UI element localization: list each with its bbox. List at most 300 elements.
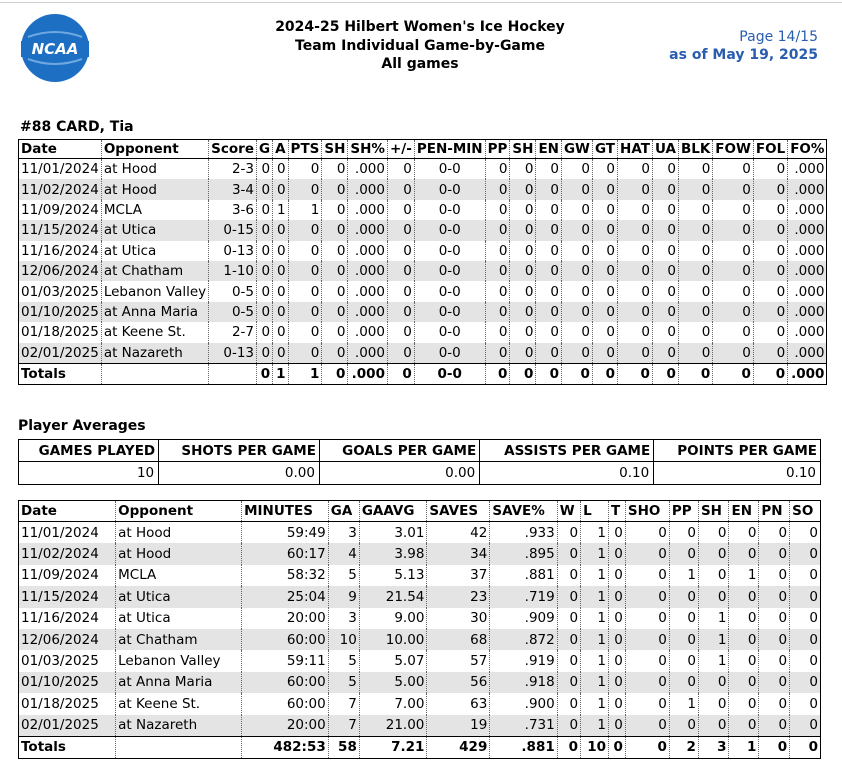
skater-cell: 0	[592, 281, 617, 301]
skater-cell: 0	[592, 179, 617, 199]
goalie-game-row	[19, 565, 821, 586]
skater-cell: 0	[713, 241, 754, 261]
skater-cell: 0	[510, 261, 536, 281]
skater-cell: 0	[678, 261, 712, 281]
goalie-cell: 0	[759, 629, 790, 650]
skater-cell: at Anna Maria	[101, 302, 208, 322]
skater-total-cell	[101, 363, 208, 384]
goalie-cell: 01/10/2025	[19, 672, 116, 693]
skater-cell: 0	[536, 281, 562, 301]
goalie-cell: 25:04	[242, 586, 329, 607]
goalie-col-header: MINUTES	[242, 501, 329, 522]
skater-cell: 0	[387, 302, 414, 322]
goalie-col-header: PN	[759, 501, 790, 522]
skater-cell: 0	[753, 302, 787, 322]
skater-cell: 0	[322, 220, 348, 240]
averages-col-header: POINTS PER GAME	[654, 440, 821, 462]
skater-cell: 0	[753, 241, 787, 261]
goalie-game-row	[19, 543, 821, 564]
skater-cell: 0	[592, 261, 617, 281]
averages-value: 0.10	[480, 462, 654, 485]
goalie-cell: 34	[427, 543, 490, 564]
skater-cell: 0-5	[209, 281, 257, 301]
goalie-cell: 7	[328, 693, 359, 714]
skater-total-cell: Totals	[19, 363, 102, 384]
goalie-col-header: GA	[328, 501, 359, 522]
skater-cell: 0	[387, 261, 414, 281]
skater-cell: 0	[485, 159, 510, 180]
skater-total-cell: .000	[788, 363, 827, 384]
skater-cell: 0	[561, 302, 592, 322]
goalie-cell: 0	[669, 650, 698, 671]
skater-cell: 0	[753, 261, 787, 281]
skater-cell: 3-6	[209, 200, 257, 220]
goalie-cell: 0	[729, 693, 759, 714]
goalie-total-cell: 429	[427, 736, 490, 758]
skater-cell: 0	[678, 220, 712, 240]
skater-cell: 0	[288, 220, 322, 240]
skater-col-header: A	[273, 140, 288, 159]
skater-cell: 0	[652, 302, 678, 322]
skater-col-header: UA	[652, 140, 678, 159]
goalie-cell: 0	[557, 629, 580, 650]
goalie-cell: .719	[490, 586, 557, 607]
skater-cell: 0	[536, 179, 562, 199]
goalie-table-body	[19, 522, 821, 759]
goalie-cell: 01/18/2025	[19, 693, 116, 714]
skater-total-cell	[209, 363, 257, 384]
goalie-cell: 56	[427, 672, 490, 693]
skater-cell: 0	[485, 281, 510, 301]
goalie-cell: 3.01	[359, 522, 427, 544]
skater-cell: .000	[348, 159, 388, 180]
goalie-cell: 0	[608, 522, 625, 544]
averages-value: 0.00	[159, 462, 320, 485]
skater-cell: 0	[322, 241, 348, 261]
goalie-cell: at Nazareth	[116, 715, 242, 737]
skater-cell: 0	[561, 281, 592, 301]
skater-cell: 0	[618, 302, 653, 322]
goalie-cell: .919	[490, 650, 557, 671]
goalie-cell: 3	[328, 522, 359, 544]
goalie-cell: 0	[809, 653, 818, 670]
goalie-cell: 12/06/2024	[19, 629, 116, 650]
goalie-cell: .895	[490, 543, 557, 564]
skater-total-cell: 0	[592, 363, 617, 384]
goalie-cell: 0	[608, 650, 625, 671]
goalie-col-header: L	[581, 501, 609, 522]
skater-total-cell: .000	[348, 363, 388, 384]
goalie-cell: 20:00	[242, 608, 329, 629]
goalie-cell: 60:00	[242, 672, 329, 693]
skater-cell: 0	[678, 241, 712, 261]
skater-cell: at Chatham	[101, 261, 208, 281]
goalie-cell: .900	[490, 693, 557, 714]
skater-cell: 0	[561, 322, 592, 342]
skater-cell: .000	[794, 161, 825, 178]
skater-cell: 0	[753, 200, 787, 220]
goalie-cell: .918	[490, 672, 557, 693]
goalie-col-header: W	[557, 501, 580, 522]
goalie-cell: 0	[669, 672, 698, 693]
skater-cell: 0	[485, 200, 510, 220]
skater-cell: 0	[387, 322, 414, 342]
as-of-date: as of May 19, 2025	[669, 47, 818, 63]
skater-cell: 01/10/2025	[19, 302, 102, 322]
goalie-cell: 0	[669, 629, 698, 650]
skater-cell: 0	[713, 281, 754, 301]
goalie-cell: 02/01/2025	[19, 715, 116, 737]
goalie-cell: 0	[759, 543, 790, 564]
goalie-cell: 0	[625, 565, 669, 586]
skater-cell: 0	[257, 261, 273, 281]
skater-total-cell: 0-0	[414, 363, 485, 384]
goalie-col-header: Date	[19, 501, 116, 522]
goalie-cell: 0	[669, 522, 698, 544]
skater-col-header: BLK	[678, 140, 712, 159]
skater-cell: 0	[257, 179, 273, 199]
goalie-col-header: EN	[729, 501, 759, 522]
goalie-cell: 1	[581, 629, 609, 650]
skater-total-cell: 1	[273, 363, 288, 384]
skater-cell: 11/09/2024	[19, 200, 102, 220]
skater-cell: 0	[510, 159, 536, 180]
goalie-cell: 0	[557, 543, 580, 564]
goalie-cell: 0	[608, 586, 625, 607]
skater-cell: 0	[322, 322, 348, 342]
skater-cell: 0	[536, 220, 562, 240]
goalie-cell: 0	[557, 586, 580, 607]
skater-cell: 0	[322, 261, 348, 281]
goalie-cell: 0	[729, 608, 759, 629]
goalie-game-row	[19, 629, 821, 650]
skater-cell: 0	[678, 159, 712, 180]
skater-cell: 0	[618, 281, 653, 301]
goalie-cell: 1	[581, 650, 609, 671]
skater-cell: 0	[257, 200, 273, 220]
goalie-cell: 0	[809, 524, 818, 541]
goalie-totals-row	[19, 736, 821, 758]
goalie-col-header: SAVE%	[490, 501, 557, 522]
skater-cell: .000	[348, 200, 388, 220]
skater-game-row	[19, 261, 827, 281]
goalie-cell: 1	[581, 693, 609, 714]
skater-table-header-row	[19, 140, 827, 159]
goalie-cell: 0	[557, 715, 580, 737]
goalie-cell: 59:11	[242, 650, 329, 671]
skater-cell: 0	[536, 322, 562, 342]
skater-cell: 0	[592, 343, 617, 364]
goalie-cell: .872	[490, 629, 557, 650]
goalie-col-header: GAAVG	[359, 501, 427, 522]
skater-cell: .000	[794, 324, 825, 341]
goalie-cell: 0	[557, 565, 580, 586]
skater-table-body	[19, 159, 827, 385]
skater-col-header: SH	[322, 140, 348, 159]
goalie-game-row	[19, 672, 821, 693]
skater-cell: 0	[753, 343, 787, 364]
skater-cell: 0	[678, 179, 712, 199]
skater-cell: 0	[536, 241, 562, 261]
skater-game-row	[19, 322, 827, 342]
skater-col-header: FOL	[753, 140, 787, 159]
goalie-total-cell: 58	[328, 736, 359, 758]
skater-cell: 0-0	[414, 200, 485, 220]
skater-total-cell: 0	[713, 363, 754, 384]
goalie-cell: 11/09/2024	[19, 565, 116, 586]
goalie-cell: 0	[759, 650, 790, 671]
skater-cell: at Hood	[101, 159, 208, 180]
skater-cell: .000	[794, 201, 825, 218]
skater-col-header: EN	[536, 140, 562, 159]
goalie-cell: 0	[729, 522, 759, 544]
skater-cell: .000	[348, 261, 388, 281]
goalie-cell: 37	[427, 565, 490, 586]
skater-game-row	[19, 281, 827, 301]
goalie-total-cell: 482:53	[242, 736, 329, 758]
skater-col-header: G	[257, 140, 273, 159]
goalie-col-header: SO	[790, 501, 821, 522]
skater-cell: 0	[273, 302, 288, 322]
goalie-cell: 0	[669, 608, 698, 629]
skater-cell: 0	[273, 241, 288, 261]
skater-cell: 0	[322, 200, 348, 220]
skater-cell: 02/01/2025	[19, 343, 102, 364]
goalie-game-row	[19, 522, 821, 544]
skater-cell: 0	[713, 159, 754, 180]
skater-cell: 1	[288, 200, 322, 220]
goalie-cell: 0	[729, 650, 759, 671]
skater-col-header: PTS	[288, 140, 322, 159]
skater-cell: 01/03/2025	[19, 281, 102, 301]
goalie-cell: 1	[581, 565, 609, 586]
skater-cell: .000	[788, 302, 827, 322]
skater-cell: at Keene St.	[101, 322, 208, 342]
skater-col-header: SH	[510, 140, 536, 159]
skater-cell: 0	[257, 302, 273, 322]
skater-cell: 0	[288, 261, 322, 281]
skater-cell: 0	[273, 343, 288, 364]
skater-cell: .000	[794, 283, 825, 300]
skater-cell: 0	[561, 159, 592, 180]
skater-col-header: SH%	[348, 140, 388, 159]
skater-cell: 0	[322, 159, 348, 180]
goalie-table-header-row	[19, 501, 821, 522]
goalie-game-row	[19, 650, 821, 671]
goalie-total-cell: 10	[581, 736, 609, 758]
goalie-cell: 1	[698, 650, 729, 671]
skater-cell: 0	[510, 302, 536, 322]
skater-cell: 0	[536, 343, 562, 364]
skater-cell: 0	[713, 343, 754, 364]
goalie-cell: 1	[669, 565, 698, 586]
title-line-1: 2024-25 Hilbert Women's Ice Hockey	[275, 19, 565, 35]
skater-col-header: FO%	[788, 140, 827, 159]
skater-cell: 0-0	[414, 302, 485, 322]
skater-cell: 0	[510, 343, 536, 364]
skater-total-cell: 0	[652, 363, 678, 384]
skater-cell: 0	[257, 281, 273, 301]
skater-col-header: FOW	[713, 140, 754, 159]
goalie-cell: 11/02/2024	[19, 543, 116, 564]
averages-value: 0.10	[785, 465, 816, 481]
skater-cell: 0	[510, 179, 536, 199]
averages-values-row	[19, 462, 821, 485]
averages-header-row	[19, 440, 821, 462]
skater-col-header: GW	[561, 140, 592, 159]
goalie-cell: 20:00	[242, 715, 329, 737]
skater-cell: .000	[348, 302, 388, 322]
goalie-cell: 0	[698, 693, 729, 714]
skater-cell: 0	[618, 179, 653, 199]
skater-cell: 01/18/2025	[19, 322, 102, 342]
goalie-cell: MCLA	[116, 565, 242, 586]
skater-total-cell: 0	[561, 363, 592, 384]
skater-cell: 0	[592, 220, 617, 240]
skater-cell: 0	[618, 241, 653, 261]
averages-value: 10	[19, 462, 159, 485]
skater-game-row	[19, 179, 827, 199]
goalie-cell: 4	[328, 543, 359, 564]
skater-cell: 0-0	[414, 261, 485, 281]
goalie-cell: 0	[608, 565, 625, 586]
skater-cell: MCLA	[101, 200, 208, 220]
skater-cell: 0	[713, 302, 754, 322]
skater-cell: 0	[652, 322, 678, 342]
skater-stats-table	[18, 139, 827, 385]
skater-cell: 0	[510, 322, 536, 342]
skater-cell: .000	[348, 179, 388, 199]
averages-title: Player Averages	[18, 418, 146, 434]
skater-total-cell: 1	[288, 363, 322, 384]
skater-cell: 0	[592, 159, 617, 180]
goalie-total-cell: 0	[759, 736, 790, 758]
goalie-cell: 0	[759, 608, 790, 629]
goalie-cell: 0	[759, 693, 790, 714]
skater-cell: 0	[257, 343, 273, 364]
skater-total-cell: 0	[678, 363, 712, 384]
goalie-cell: .731	[490, 715, 557, 737]
goalie-cell: at Anna Maria	[116, 672, 242, 693]
skater-cell: .000	[348, 343, 388, 364]
goalie-cell: 21.54	[359, 586, 427, 607]
goalie-cell: 1	[581, 586, 609, 607]
goalie-total-cell: 0	[608, 736, 625, 758]
goalie-cell: 63	[427, 693, 490, 714]
goalie-cell: 0	[698, 672, 729, 693]
skater-cell: 0	[753, 159, 787, 180]
skater-cell: Lebanon Valley	[101, 281, 208, 301]
skater-cell: 0	[713, 179, 754, 199]
goalie-col-header: T	[608, 501, 625, 522]
skater-col-header: GT	[592, 140, 617, 159]
goalie-cell: at Utica	[116, 586, 242, 607]
goalie-total-cell: 1	[729, 736, 759, 758]
skater-cell: 1	[273, 200, 288, 220]
skater-cell: 0	[485, 241, 510, 261]
skater-cell: .000	[788, 261, 827, 281]
goalie-cell: 57	[427, 650, 490, 671]
goalie-cell: 0	[625, 522, 669, 544]
goalie-cell: 30	[427, 608, 490, 629]
goalie-cell: 10.00	[359, 629, 427, 650]
goalie-cell: 0	[625, 608, 669, 629]
goalie-cell: 1	[729, 565, 759, 586]
goalie-cell: 60:00	[242, 693, 329, 714]
skater-col-header: HAT	[618, 140, 653, 159]
goalie-cell: 0	[608, 693, 625, 714]
goalie-cell: 0	[608, 629, 625, 650]
goalie-cell: 60:17	[242, 543, 329, 564]
goalie-cell: 01/03/2025	[19, 650, 116, 671]
goalie-col-header: PP	[669, 501, 698, 522]
goalie-game-row	[19, 693, 821, 714]
skater-cell: .000	[348, 241, 388, 261]
goalie-cell: 11/16/2024	[19, 608, 116, 629]
skater-totals-row	[19, 363, 827, 384]
skater-cell: 0	[485, 302, 510, 322]
goalie-col-header: Opponent	[116, 501, 242, 522]
goalie-cell: 1	[669, 693, 698, 714]
skater-cell: 0	[536, 302, 562, 322]
skater-cell: 0	[322, 281, 348, 301]
skater-cell: 0	[485, 220, 510, 240]
skater-cell: 0	[387, 220, 414, 240]
skater-cell: 0	[592, 302, 617, 322]
skater-cell: 0-0	[414, 179, 485, 199]
skater-cell: 0	[561, 200, 592, 220]
skater-cell: 0	[273, 322, 288, 342]
skater-cell: 11/01/2024	[19, 159, 102, 180]
skater-cell: 0-0	[414, 281, 485, 301]
skater-cell: 0-0	[414, 159, 485, 180]
skater-cell: 11/15/2024	[19, 220, 102, 240]
goalie-total-cell: 0	[625, 736, 669, 758]
skater-col-header: Date	[19, 140, 102, 159]
goalie-cell: 0	[608, 672, 625, 693]
goalie-cell: 0	[608, 715, 625, 737]
skater-col-header: Score	[209, 140, 257, 159]
skater-cell: 0	[753, 281, 787, 301]
goalie-cell: 0	[790, 715, 821, 737]
goalie-cell: 0	[729, 586, 759, 607]
goalie-total-cell	[116, 736, 242, 758]
skater-cell: 0	[618, 159, 653, 180]
skater-cell: 0	[510, 241, 536, 261]
page-info	[669, 28, 818, 64]
goalie-cell: 3	[328, 608, 359, 629]
skater-cell: .000	[788, 220, 827, 240]
skater-cell: 0	[387, 179, 414, 199]
goalie-cell: 0	[698, 586, 729, 607]
goalie-col-header: SH	[698, 501, 729, 522]
skater-cell: 0	[536, 261, 562, 281]
skater-cell: 3-4	[209, 179, 257, 199]
goalie-cell: 9.00	[359, 608, 427, 629]
goalie-cell: 59:49	[242, 522, 329, 544]
skater-cell: .000	[348, 322, 388, 342]
goalie-cell: 23	[427, 586, 490, 607]
goalie-cell: 0	[729, 715, 759, 737]
goalie-cell: 0	[698, 522, 729, 544]
skater-total-cell: 0	[753, 363, 787, 384]
goalie-total-cell: Totals	[19, 736, 116, 758]
skater-cell: 0	[561, 343, 592, 364]
skater-cell: 0	[536, 159, 562, 180]
skater-cell: 0	[618, 261, 653, 281]
goalie-cell: 9	[328, 586, 359, 607]
skater-cell: 0	[678, 322, 712, 342]
